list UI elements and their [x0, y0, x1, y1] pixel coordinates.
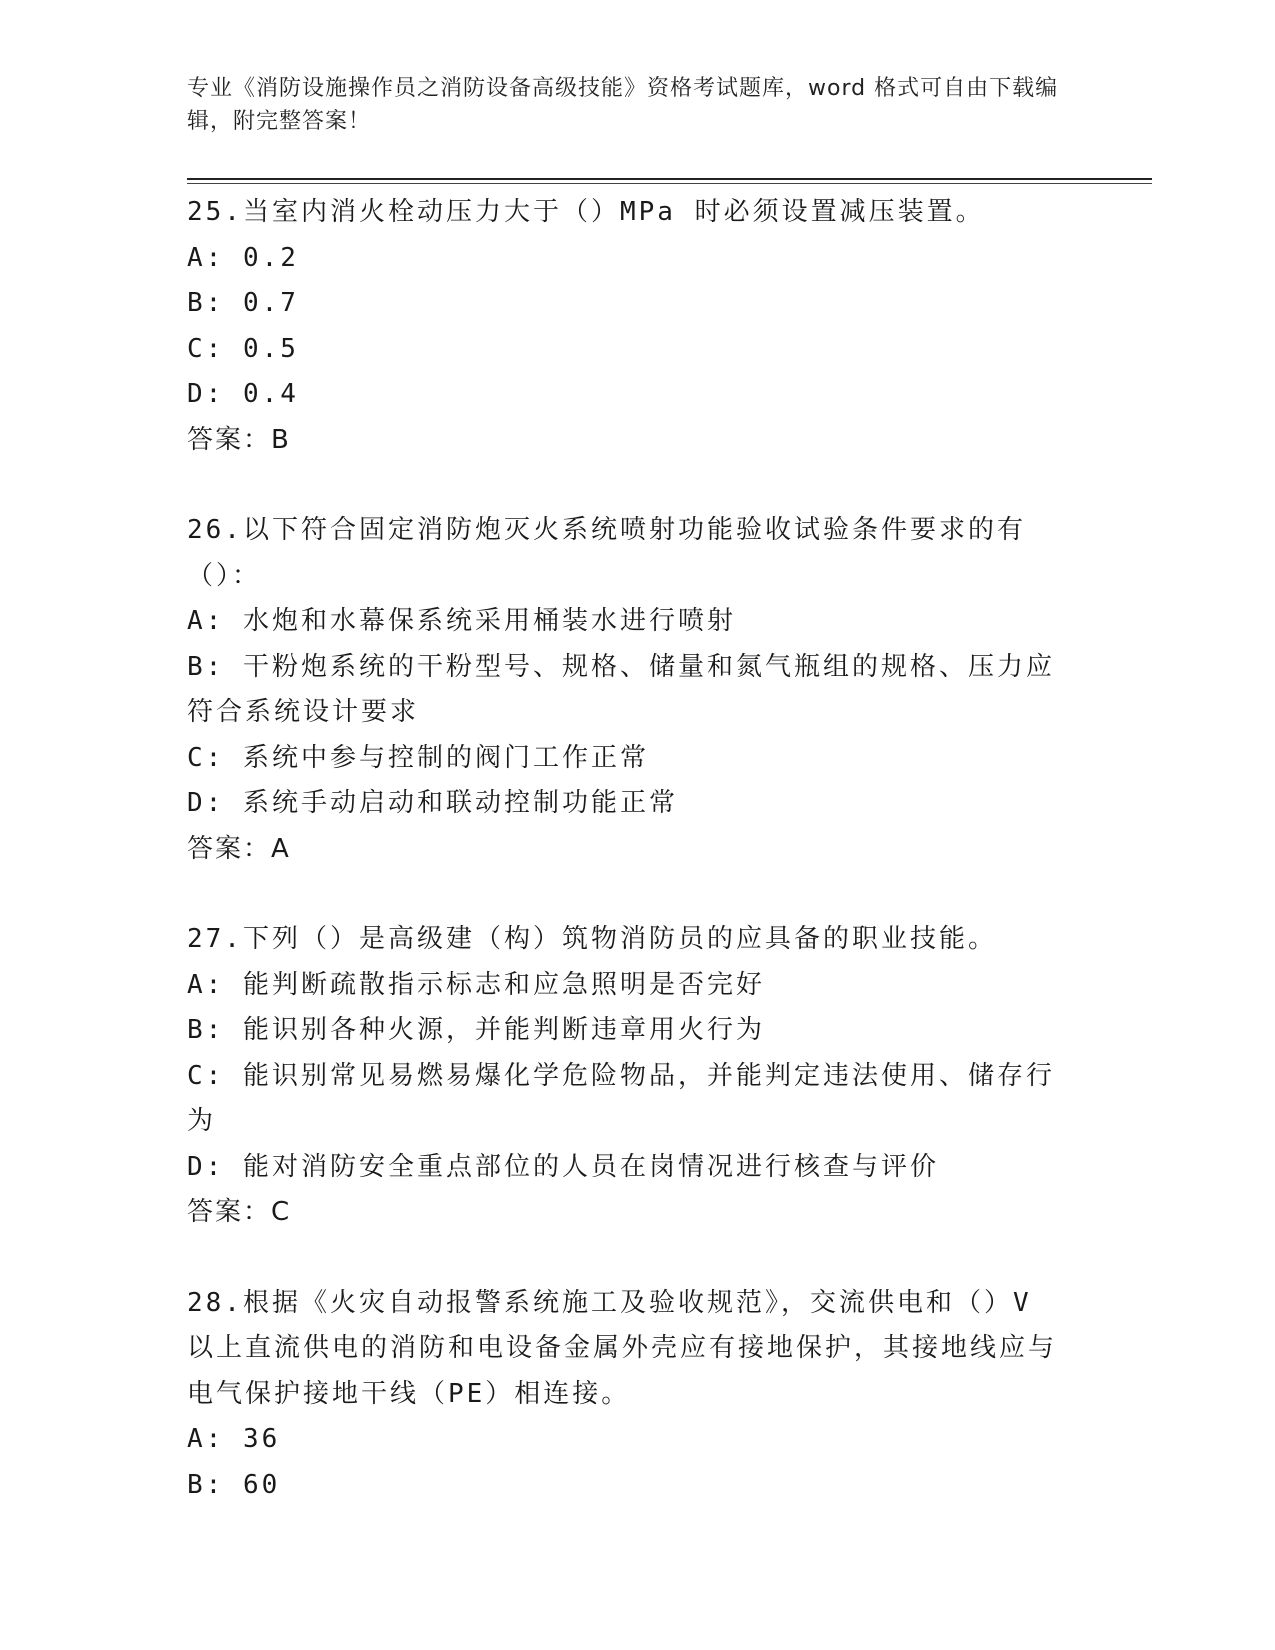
- question-stem: 28.根据《火灾自动报警系统施工及验收规范》，交流供电和（）V 以上直流供电的消防和电设备金属外壳应有接地保护，其接地线应与电气保护接地干线（PE）相连接。: [187, 1287, 1058, 1409]
- option-b: B: 干粉炮系统的干粉型号、规格、储量和氮气瓶组的规格、压力应符合系统设计要求: [187, 651, 1055, 727]
- question-stem: 26.以下符合固定消防炮灭火系统喷射功能验收试验条件要求的有（）：: [187, 515, 1026, 591]
- option-c: C: 0.5: [187, 333, 299, 364]
- option-a: A: 水炮和水幕保系统采用桶装水进行喷射: [187, 606, 736, 636]
- option-b: B: 0.7: [187, 288, 299, 318]
- option-d: D: 0.4: [187, 379, 299, 409]
- question-list: [187, 190, 1077, 1553]
- question-stem: 27.下列（）是高级建（构）筑物消防员的应具备的职业技能。: [187, 924, 997, 954]
- option-d: D: 能对消防安全重点部位的人员在岗情况进行核查与评价: [187, 1151, 939, 1182]
- document-header: 专业《消防设施操作员之消防设备高级技能》资格考试题库，word 格式可自由下载编辑，附完整答案！: [187, 76, 1059, 134]
- answer-line: 答案：C: [187, 1197, 292, 1227]
- option-c: C: 系统中参与控制的阀门工作正常: [187, 742, 649, 773]
- question-26: [187, 508, 1077, 872]
- option-b: B: 能识别各种火源，并能判断违章用火行为: [187, 1015, 765, 1045]
- question-28: [187, 1281, 1077, 1509]
- option-a: A: 36: [187, 1424, 281, 1454]
- answer-line: 答案：A: [187, 833, 291, 864]
- option-d: D: 系统手动启动和联动控制功能正常: [187, 788, 678, 818]
- question-27: [187, 917, 1077, 1236]
- option-a: A: 能判断疏散指示标志和应急照明是否完好: [187, 969, 765, 1000]
- question-25: [187, 190, 1077, 463]
- option-a: A: 0.2: [187, 242, 299, 273]
- answer-line: 答案：B: [187, 424, 291, 455]
- option-c: C: 能识别常见易燃易爆化学危险物品，并能判定违法使用、储存行为: [187, 1060, 1055, 1136]
- header-divider-thick: [187, 178, 1152, 180]
- question-stem: 25.当室内消火栓动压力大于（）MPa 时必须设置减压装置。: [187, 197, 985, 227]
- header-divider-thin: [187, 183, 1152, 184]
- option-b: B: 60: [187, 1469, 281, 1500]
